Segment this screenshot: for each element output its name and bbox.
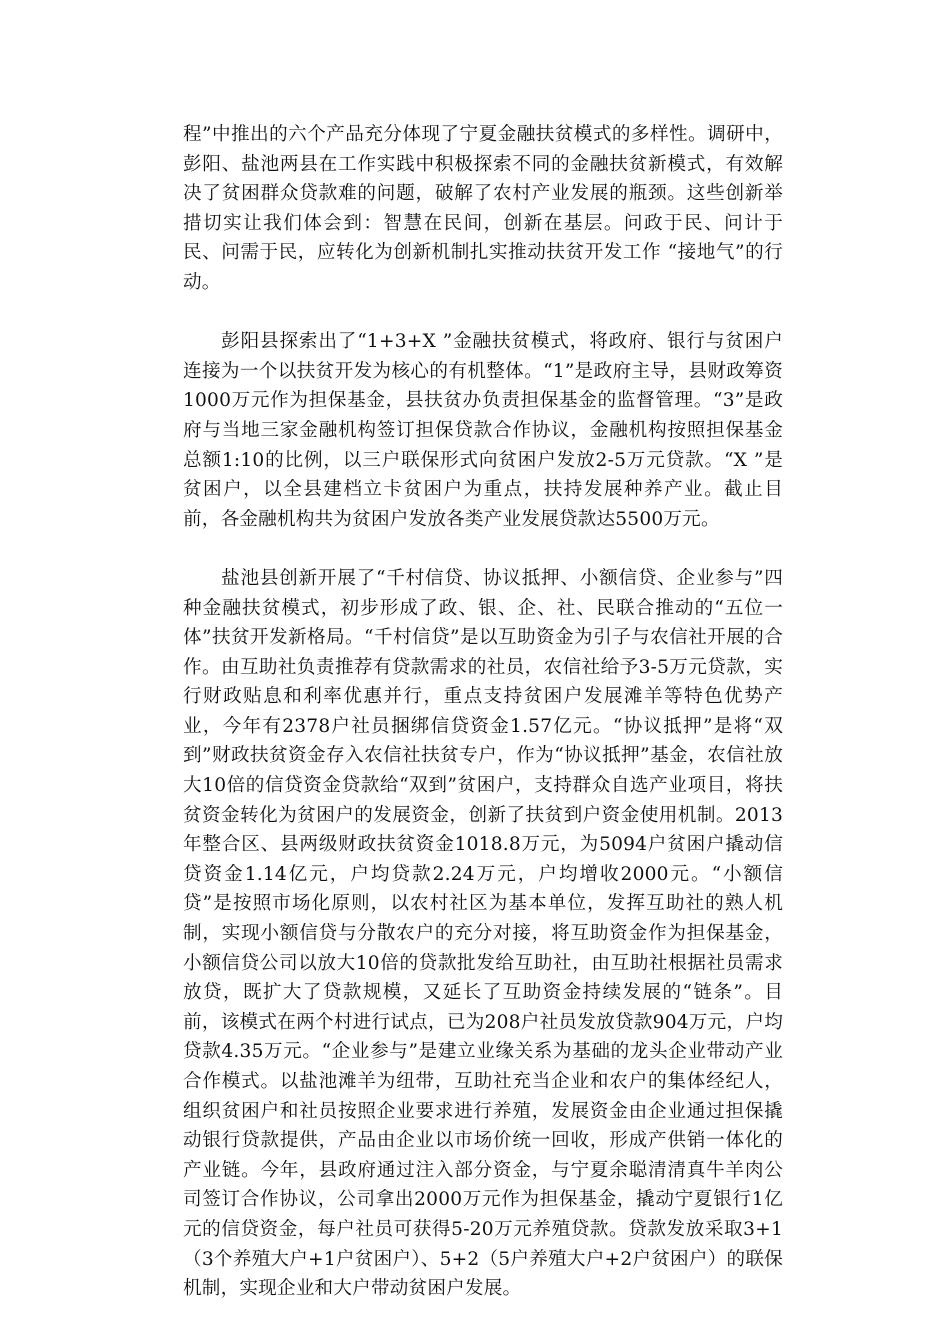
paragraph-continuation: 程”中推出的六个产品充分体现了宁夏金融扶贫模式的多样性。调研中，彭阳、盐池两县在工作实践中积极探索不同的金融扶贫新模式，有效解决了贫困群众贷款难的问题，破解了农村产业发展的瓶颈。这些创新举措切实让我们体会到：智慧在民间，创新在基层。问政于民、问计于民、问需于民，应转化为创新机制扎实推动扶贫开发工作 “接地气”的行动。 [183, 124, 783, 293]
document-page [183, 120, 783, 1304]
paragraph-yanchi: 盐池县创新开展了“千村信贷、协议抵押、小额信贷、企业参与”四种金融扶贫模式，初步形成了政、银、企、社、民联合推动的“五位一体”扶贫开发新格局。“千村信贷”是以互助资金为引子与农信社开展的合作。由互助社负责推荐有贷款需求的社员，农信社给予3-5万元贷款，实行财政贴息和利率优惠并行，重点支持贫困户发展滩羊等特色优势产业，今年有2378户社员捆绑信贷资金1.57亿元。“协议抵押”是将“双到”财政扶贫资金存入农信社扶贫专户，作为“协议抵押”基金，农信社放大10倍的信贷资金贷款给“双到”贫困户，支持群众自选产业项目，将扶贫资金转化为贫困户的发展资金，创新了扶贫到户资金使用机制。2013年整合区、县两级财政扶贫资金1018.8万元，为5094户贫困户撬动信贷资金1.14亿元，户均贷款2.24万元，户均增收2000元。“小额信贷”是按照市场化原则，以农村社区为基本单位，发挥互助社的熟人机制，实现小额信贷与分散农户的充分对接，将互助资金作为担保基金，小额信贷公司以放大10倍的贷款批发给互助社，由互助社根据社员需求放贷，既扩大了贷款规模，又延长了互助资金持续发展的“链条”。目前，该模式在两个村进行试点，已为208户社员发放贷款904万元，户均贷款4.35万元。“企业参与”是建立业缘关系为基础的龙头企业带动产业合作模式。以盐池滩羊为纽带，互助社充当企业和农户的集体经纪人，组织贫困户和社员按照企业要求进行养殖，发展资金由企业通过担保撬动银行贷款提供，产品由企业以市场价统一回收，形成产供销一体化的产业链。今年，县政府通过注入部分资金，与宁夏余聪清清真牛羊肉公司签订合作协议，公司拿出2000万元作为担保基金，撬动宁夏银行1亿元的信贷资金，每户社员可获得5-20万元养殖贷款。贷款发放采取3+1（3个养殖大户+1户贫困户）、5+2（5户养殖大户+2户贫困户）的联保机制，实现企业和大户带动贫困户发展。 [183, 567, 783, 1300]
paragraph-pengyang: 彭阳县探索出了“1+3+X ”金融扶贫模式，将政府、银行与贫困户连接为一个以扶贫开发为核心的有机整体。“1”是政府主导，县财政筹资1000万元作为担保基金，县扶贫办负责担保基金的监督管理。“3”是政府与当地三家金融机构签订担保贷款合作协议，金融机构按照担保基金总额1:10的比例，以三户联保形式向贫困户发放2-5万元贷款。“X ”是贫困户，以全县建档立卡贫困户为重点，扶持发展种养产业。截止目前，各金融机构共为贫困户发放各类产业发展贷款达5500万元。 [183, 331, 783, 530]
